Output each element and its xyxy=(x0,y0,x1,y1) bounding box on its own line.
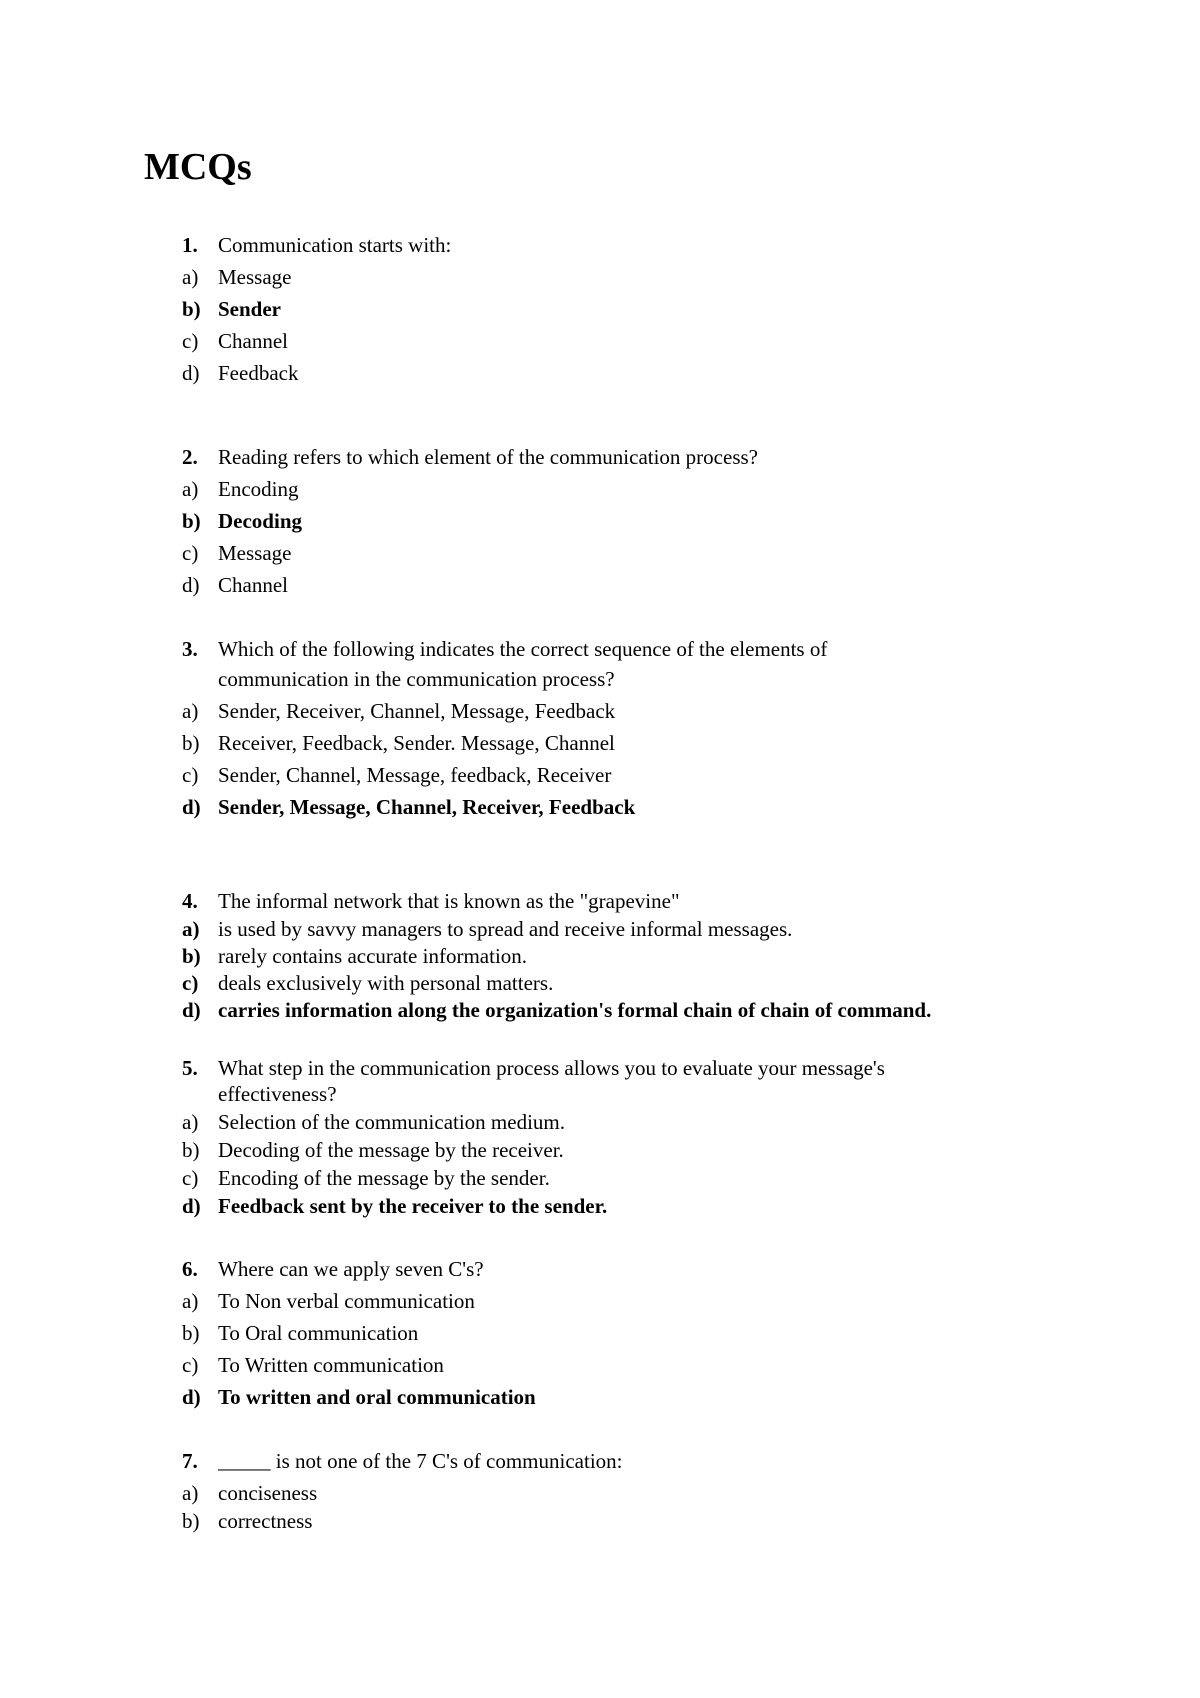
question-2-option-b-text: Decoding xyxy=(218,509,302,533)
question-2-option-a-marker: a) xyxy=(182,477,199,501)
question-5-option-c-marker: c) xyxy=(182,1166,199,1190)
page-title: MCQs xyxy=(144,146,252,188)
question-4-stem-text: The informal network that is known as the "grapevine" xyxy=(218,889,680,913)
question-6-option-a-marker: a) xyxy=(182,1289,199,1313)
question-3-stem-cont-text: communication in the communication process? xyxy=(218,667,615,691)
question-1-stem-text: Communication starts with: xyxy=(218,233,452,257)
question-5-option-d-marker: d) xyxy=(182,1194,201,1218)
question-5-stem-marker: 5. xyxy=(182,1056,198,1080)
question-4-option-b-marker: b) xyxy=(182,944,201,968)
question-3-stem-marker: 3. xyxy=(182,637,198,661)
question-2-option-c-text: Message xyxy=(218,541,292,565)
question-5-stem-text: What step in the communication process allows you to evaluate your message's xyxy=(218,1056,885,1080)
question-1-option-a-marker: a) xyxy=(182,265,199,289)
question-5-option-a-marker: a) xyxy=(182,1110,199,1134)
question-2-option-d-marker: d) xyxy=(182,573,200,597)
question-6-option-b-text: To Oral communication xyxy=(218,1321,419,1345)
question-7-option-a-text: conciseness xyxy=(218,1481,318,1505)
question-6-option-d-marker: d) xyxy=(182,1385,201,1409)
question-4-option-c-marker: c) xyxy=(182,971,199,995)
question-2-option-c-marker: c) xyxy=(182,541,199,565)
question-5-option-b-text: Decoding of the message by the receiver. xyxy=(218,1138,564,1162)
question-5-option-b-marker: b) xyxy=(182,1138,200,1162)
question-4-option-d-marker: d) xyxy=(182,998,201,1022)
question-5-option-a-text: Selection of the communication medium. xyxy=(218,1110,566,1134)
question-1-option-c-marker: c) xyxy=(182,329,199,353)
question-1-option-d-text: Feedback xyxy=(218,361,299,385)
question-3-option-d-marker: d) xyxy=(182,795,201,819)
question-7-option-b-text: correctness xyxy=(218,1509,313,1533)
question-2-option-b-marker: b) xyxy=(182,509,201,533)
question-6-option-a-text: To Non verbal communication xyxy=(218,1289,475,1313)
question-1-stem-marker: 1. xyxy=(182,233,198,257)
question-4-stem-marker: 4. xyxy=(182,889,198,913)
question-5-stem-cont-text: effectiveness? xyxy=(218,1082,337,1106)
question-4-option-c-text: deals exclusively with personal matters. xyxy=(218,971,554,995)
question-1-option-d-marker: d) xyxy=(182,361,200,385)
question-3-option-a-text: Sender, Receiver, Channel, Message, Feedback xyxy=(218,699,616,723)
question-4-option-d-text: carries information along the organization's formal chain of chain of command. xyxy=(218,998,932,1022)
question-3-option-c-text: Sender, Channel, Message, feedback, Receiver xyxy=(218,763,612,787)
question-2-stem-marker: 2. xyxy=(182,445,198,469)
question-3-option-b-text: Receiver, Feedback, Sender. Message, Channel xyxy=(218,731,615,755)
question-6-stem-marker: 6. xyxy=(182,1257,198,1281)
question-7-option-a-marker: a) xyxy=(182,1481,199,1505)
question-7-option-b-marker: b) xyxy=(182,1509,200,1533)
question-6-option-d-text: To written and oral communication xyxy=(218,1385,536,1409)
question-1-option-a-text: Message xyxy=(218,265,292,289)
question-2-stem-text: Reading refers to which element of the communication process? xyxy=(218,445,758,469)
question-3-option-a-marker: a) xyxy=(182,699,199,723)
question-2-option-a-text: Encoding xyxy=(218,477,299,501)
question-7-stem-text: _____ is not one of the 7 C's of communication: xyxy=(218,1449,623,1473)
question-3-option-c-marker: c) xyxy=(182,763,199,787)
question-4-option-a-text: is used by savvy managers to spread and receive informal messages. xyxy=(218,917,793,941)
question-1-option-b-marker: b) xyxy=(182,297,201,321)
question-5-option-d-text: Feedback sent by the receiver to the sender. xyxy=(218,1194,608,1218)
question-6-option-c-marker: c) xyxy=(182,1353,199,1377)
question-2-option-d-text: Channel xyxy=(218,573,288,597)
question-6-option-c-text: To Written communication xyxy=(218,1353,444,1377)
question-4-option-b-text: rarely contains accurate information. xyxy=(218,944,528,968)
question-3-option-d-text: Sender, Message, Channel, Receiver, Feedback xyxy=(218,795,636,819)
question-7-stem-marker: 7. xyxy=(182,1449,198,1473)
question-4-option-a-marker: a) xyxy=(182,917,200,941)
question-3-option-b-marker: b) xyxy=(182,731,200,755)
question-6-option-b-marker: b) xyxy=(182,1321,200,1345)
question-1-option-c-text: Channel xyxy=(218,329,288,353)
question-6-stem-text: Where can we apply seven C's? xyxy=(218,1257,484,1281)
question-1-option-b-text: Sender xyxy=(218,297,281,321)
question-5-option-c-text: Encoding of the message by the sender. xyxy=(218,1166,550,1190)
question-3-stem-text: Which of the following indicates the correct sequence of the elements of xyxy=(218,637,828,661)
